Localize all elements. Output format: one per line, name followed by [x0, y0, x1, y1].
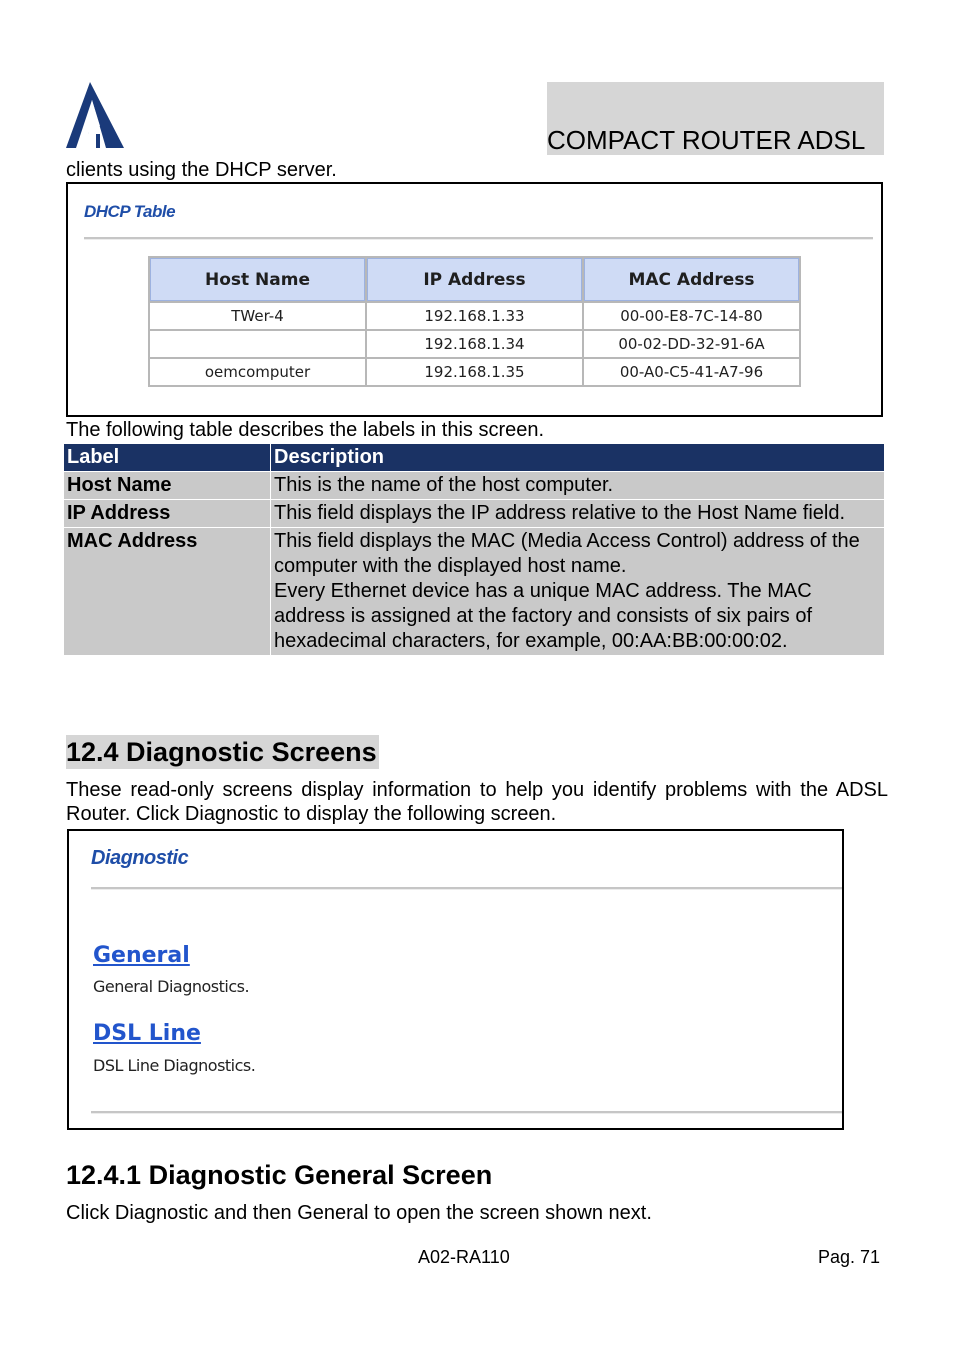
table-row: [64, 500, 885, 528]
section-text: These read-only screens display information to help you identify problems with the ADSL Router. Click Diagnostic to display the following screen.: [66, 779, 888, 825]
label-description-table: [63, 443, 885, 656]
ip-address-cell: 192.168.1.33: [367, 303, 582, 329]
subsection-heading: 12.4.1 Diagnostic General Screen: [66, 1160, 493, 1190]
description-text: This is the name of the host computer.: [274, 474, 614, 496]
description-cell: [271, 528, 885, 656]
column-header-ip-address: IP Address: [367, 258, 582, 301]
column-header-mac-address: MAC Address: [584, 258, 799, 301]
diagnostic-screenshot: [67, 829, 844, 1130]
label-cell: IP Address: [64, 500, 271, 528]
host-name-cell: [150, 331, 365, 357]
diagnostic-screen-title: Diagnostic: [91, 847, 189, 869]
dhcp-table-screenshot: [66, 182, 883, 417]
dsl-line-link-description: DSL Line Diagnostics.: [93, 1056, 256, 1075]
general-link[interactable]: General: [93, 943, 190, 968]
intro-text: clients using the DHCP server.: [66, 159, 337, 181]
mac-address-cell: 00-A0-C5-41-A7-96: [584, 359, 799, 385]
atlantis-logo-icon: [66, 82, 126, 152]
host-name-cell: TWer-4: [150, 303, 365, 329]
table-row: [64, 528, 885, 656]
subsection-text: Click Diagnostic and then General to open the screen shown next.: [66, 1202, 652, 1224]
desc-intro: The following table describes the labels in this screen.: [66, 419, 545, 441]
mac-address-cell: 00-02-DD-32-91-6A: [584, 331, 799, 357]
table-row: [150, 359, 799, 385]
description-cell: [271, 472, 885, 500]
document-code: A02-RA110: [418, 1247, 510, 1267]
divider: [91, 887, 842, 890]
dhcp-table: [148, 256, 801, 387]
label-cell: MAC Address: [64, 528, 271, 656]
section-heading: 12.4 Diagnostic Screens: [66, 737, 377, 767]
description-text: Every Ethernet device has a unique MAC address. The MAC address is assigned at the factory and consists of six pairs of hexadecimal characters, for example, 00:AA:BB:00:00:02.: [274, 580, 813, 652]
header-banner: [547, 82, 884, 155]
column-header-label: Label: [64, 444, 271, 472]
table-row: [150, 303, 799, 329]
divider: [84, 237, 873, 240]
host-name-cell: oemcomputer: [150, 359, 365, 385]
general-link-description: General Diagnostics.: [93, 977, 250, 996]
ip-address-cell: 192.168.1.35: [367, 359, 582, 385]
table-row: [64, 472, 885, 500]
ip-address-cell: 192.168.1.34: [367, 331, 582, 357]
column-header-host-name: Host Name: [150, 258, 365, 301]
dhcp-screen-title: DHCP Table: [84, 202, 176, 221]
divider: [91, 1111, 842, 1114]
description-text: This field displays the MAC (Media Access Control) address of the computer with the displayed host name.: [274, 530, 860, 577]
description-text: This field displays the IP address relative to the Host Name field.: [274, 502, 846, 524]
label-cell: Host Name: [64, 472, 271, 500]
table-row: [150, 331, 799, 357]
page-number: Pag. 71: [818, 1247, 881, 1267]
description-cell: [271, 500, 885, 528]
header-title: COMPACT ROUTER ADSL: [547, 125, 866, 155]
column-header-description: Description: [271, 444, 885, 472]
mac-address-cell: 00-00-E8-7C-14-80: [584, 303, 799, 329]
dsl-line-link[interactable]: DSL Line: [93, 1021, 201, 1046]
